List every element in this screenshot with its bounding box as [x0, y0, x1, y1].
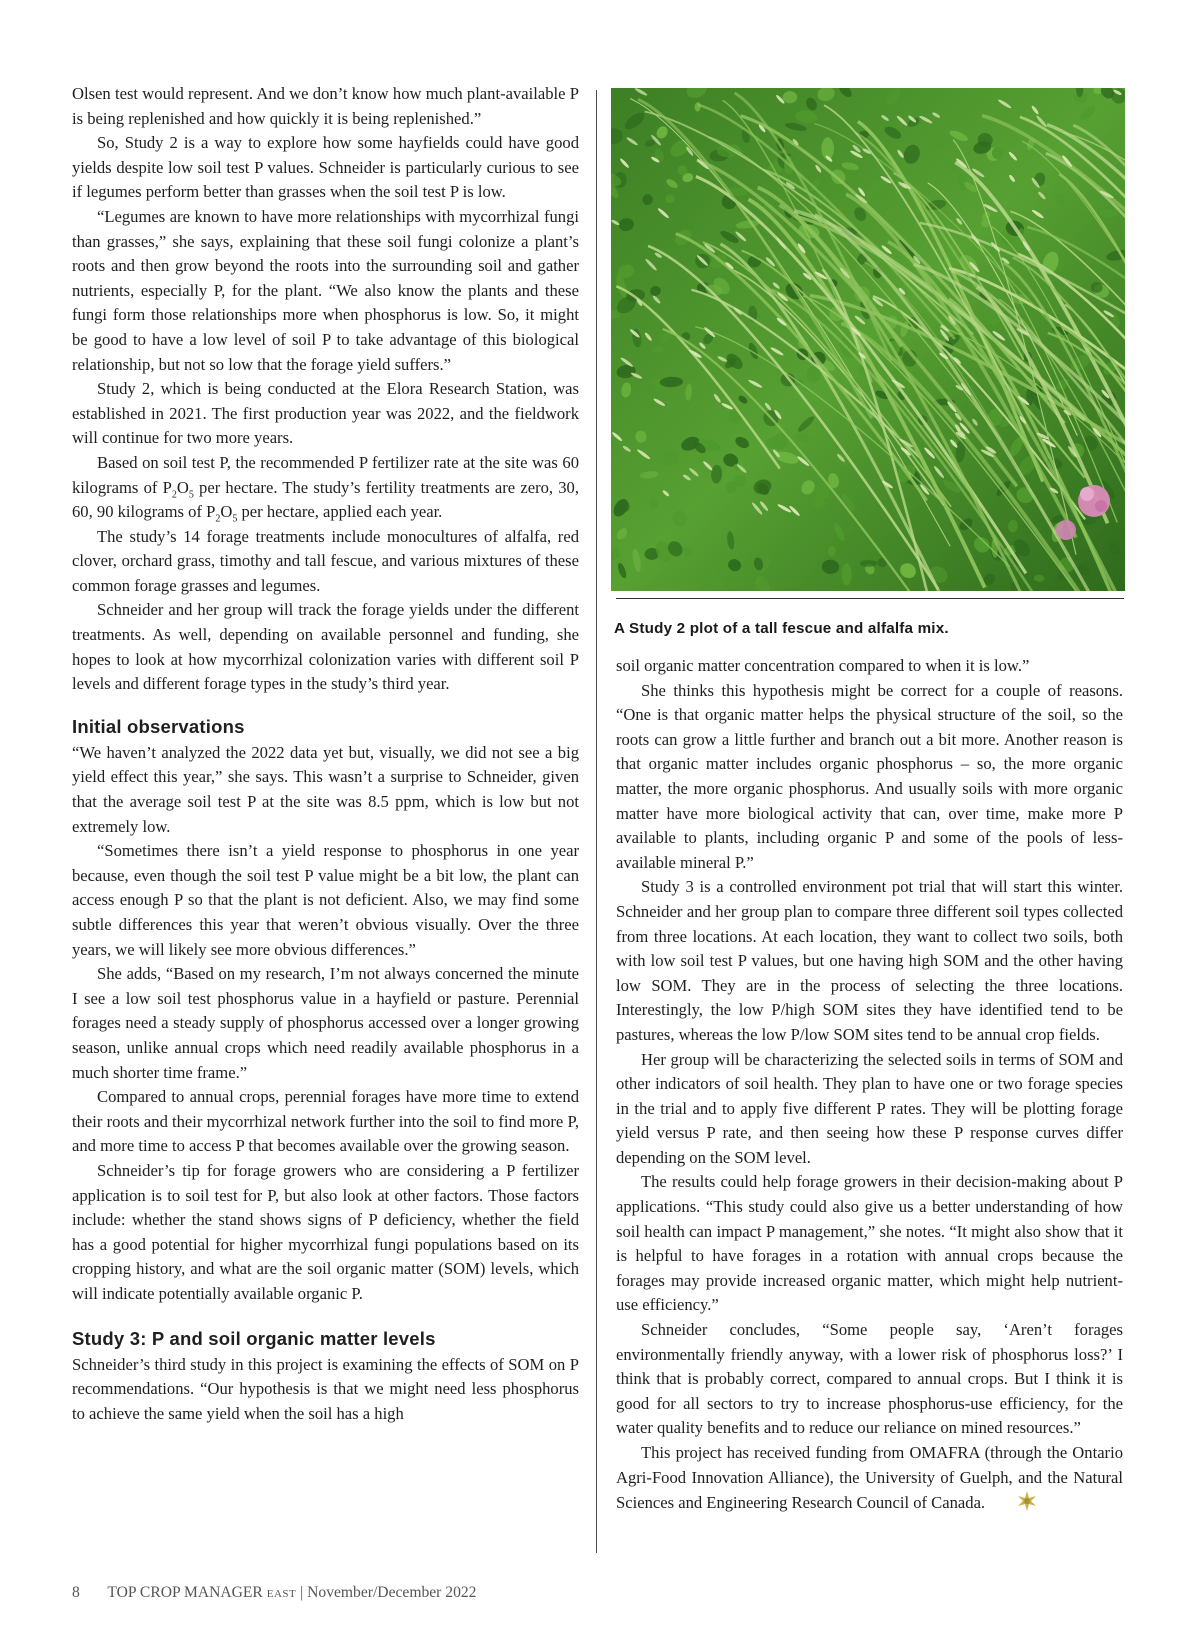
end-of-article-icon [991, 1490, 1038, 1520]
body-paragraph: Schneider’s third study in this project is examining the effects of SOM on P recommendations. “Our hypothesis is that we might need less phosphorus to achieve the same yield when the soil has a high [72, 1354, 579, 1423]
funding-text: This project has received funding from OMAFRA (through the Ontario Agri-Food Innovation Alliance), the University of Guelph, and the Natural Sciences and Engineering Research Council of Canada. [616, 1443, 1123, 1513]
footer-separator: | [300, 1584, 304, 1601]
fertilizer-paragraph: Based on soil test P, the recommended P fertilizer rate at the site was 60 kilograms of $P_2O_5$ per hectare. The study’s fertility treatments are zero, 30, 60, 90 kilograms of $P_2O_5$ per hectare, applied each year. [72, 452, 580, 525]
forage-plot-photo [611, 88, 1125, 591]
grass-photo-illustration [611, 88, 1125, 591]
body-paragraph: She thinks this hypothesis might be correct for a couple of reasons. “One is that organic matter helps the physical structure of the soil, so the roots can grow a little further and branch out a bit more. Another reason is that organic matter includes organic phosphorus – so, the more organic matter, the more organic phosphorus. And usually soils with more organic matter have more biological activity that can, over time, make more P available to plants, including organic P and some of the pools of less-available mineral P.” [616, 680, 1123, 872]
body-paragraph: Compared to annual crops, perennial forages have more time to extend their roots and their mycorrhizal network further into the soil to find more P, and more time to access P that becomes available over the growing season. [72, 1087, 579, 1156]
body-paragraph: Schneider and her group will track the forage yields under the different treatments. As well, depending on available personnel and funding, she hopes to look at how mycorrhizal colonization varies with different soil P levels and different forage types in the study’s third year. [72, 600, 579, 694]
body-paragraph: The study’s 14 forage treatments include monocultures of alfalfa, red clover, orchard grass, timothy and tall fescue, and various mixtures of these common forage grasses and legumes. [72, 526, 579, 595]
body-paragraph: “We haven’t analyzed the 2022 data yet but, visually, we did not see a big yield effect this year,” she says. This wasn’t a surprise to Schneider, given that the average soil test P at the site was 8.5 ppm, which is low but not extremely low. [72, 742, 579, 836]
body-paragraph: soil organic matter concentration compared to when it is low.” [616, 656, 1030, 675]
body-paragraph: Schneider concludes, “Some people say, ‘Aren’t forages environmentally friendly anyway, with a lower risk of phosphorus loss?’ I think that is probably correct, compared to annual crops. But I think it is good for all sectors to try to increase phosphorus-use efficiency, for the water quality benefits and to reduce our reliance on mined resources.” [616, 1320, 1123, 1438]
body-paragraph: Schneider’s tip for forage growers who are considering a P fertilizer application is to soil test for P, but also look at other factors. Those factors include: whether the stand shows signs of P deficiency, whether the field has a good potential for higher mycorrhizal fungi populations based on its cropping history, and what are the soil organic matter (SOM) levels, which will indicate potentially available organic P. [72, 1160, 579, 1303]
magazine-name: TOP CROP MANAGER [107, 1584, 263, 1601]
caption-rule [616, 598, 1124, 599]
body-paragraph: Study 3 is a controlled environment pot trial that will start this winter. Schneider and her group plan to compare three different soil types collected from three locations. At each location, they want to collect two soils, both with low soil test P values, but one having high SOM and the other having low SOM. They are in the process of selecting the three locations. Interestingly, the low P/high SOM sites they have identified tend to be pastures, whereas the low P/low SOM sites tend to be annual crop fields. [616, 877, 1123, 1044]
clover-leaf [860, 560, 878, 567]
left-column [72, 82, 579, 1426]
final-paragraph [616, 1441, 1123, 1520]
section-heading-study-3: Study 3: P and soil organic matter levels [72, 1327, 436, 1349]
column-divider [596, 90, 597, 1553]
page-number: 8 [72, 1584, 80, 1601]
body-paragraph: The results could help forage growers in their decision-making about P applications. “This study could also give us a better understanding of how soil health can impact P management,” she notes. “It might also show that it is helpful to have forages in a rotation with annual crops because the forages may provide increased organic matter, which might help nutrient-use efficiency.” [616, 1172, 1123, 1315]
body-paragraph: “Legumes are known to have more relationships with mycorrhizal fungi than grasses,” she says, explaining that these soil fungi colonize a plant’s roots and then grow beyond the roots into the surrounding soil and gather nutrients, especially P, for the plant. “We also know the plants and these fungi form those relationships more when phosphorus is low. So, it might be good to have a low level of soil P to take advantage of this biological relationship, but not so low that the forage yield suffers.” [72, 206, 579, 374]
issue-date: November/December 2022 [307, 1584, 477, 1601]
body-paragraph: So, Study 2 is a way to explore how some hayfields could have good yields despite low soil test P values. Schneider is particularly curious to see if legumes perform better than grasses when the soil test P is low. [72, 133, 579, 202]
clover-leaf [842, 563, 852, 585]
body-paragraph: Her group will be characterizing the selected soils in terms of SOM and other indicators of soil health. They plan to have one or two forage species in the trial and to apply five different P rates. They will be plotting forage yield versus P rate, and then seeing how these P response curves differ depending on the SOM level. [616, 1049, 1123, 1167]
photo-caption: A Study 2 plot of a tall fescue and alfalfa mix. [614, 620, 949, 637]
right-column [616, 654, 1123, 1520]
magazine-edition: EAST [266, 1588, 297, 1600]
body-paragraph: “Sometimes there isn’t a yield response to phosphorus in one year because, even though the soil test P value might be a bit low, the plant can access enough P so that the plant is not deficient. Also, we may find some subtle differences this year that weren’t obvious visually. Over the three years, we will likely see more obvious differences.” [72, 841, 579, 959]
section-heading-initial-observations: Initial observations [72, 715, 245, 737]
body-paragraph: Study 2, which is being conducted at the Elora Research Station, was established in 2021. The first production year was 2022, and the fieldwork will continue for two more years. [72, 379, 579, 448]
body-paragraph: She adds, “Based on my research, I’m not always concerned the minute I see a low soil test phosphorus value in a hayfield or pasture. Perennial forages need a steady supply of phosphorus accessed over a longer growing season, unlike annual crops which need readily available phosphorus in a much shorter time frame.” [72, 964, 579, 1082]
body-paragraph: Olsen test would represent. And we don’t know how much plant-available P is being replenished and how quickly it is being replenished.” [72, 84, 579, 128]
page-footer [72, 1584, 476, 1602]
